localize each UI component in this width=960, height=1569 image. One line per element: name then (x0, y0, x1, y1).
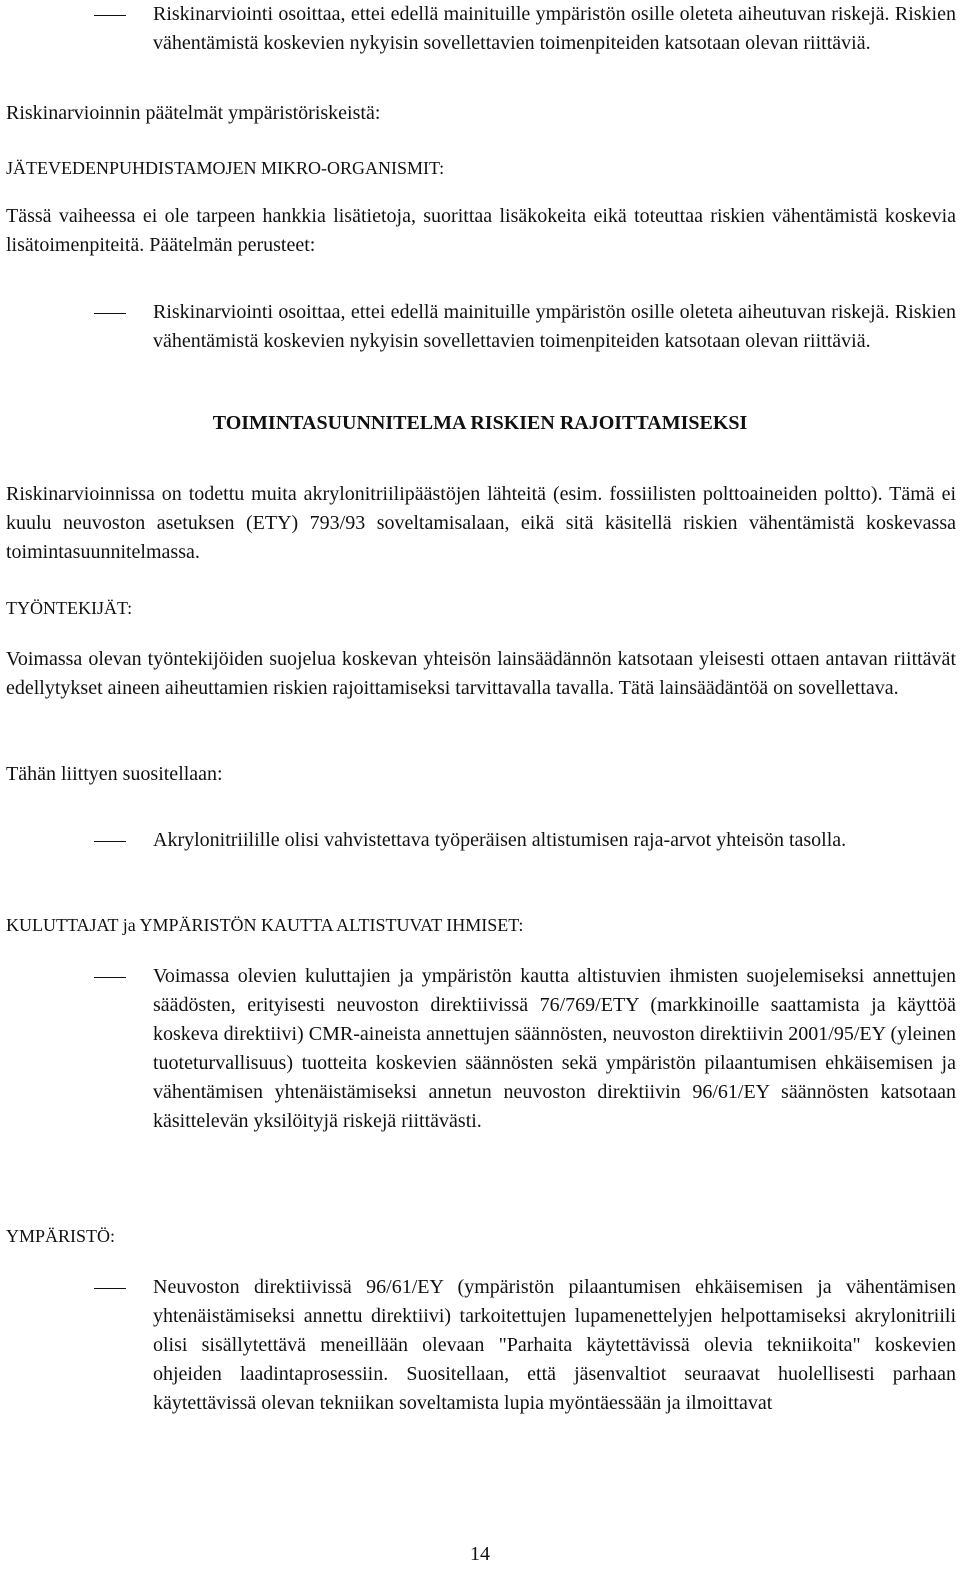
dash-bullet-icon (94, 977, 126, 978)
bullet-text: Neuvoston direktiivissä 96/61/EY (ympäristön pilaantumisen ehkäisemisen ja vähentämisen yhtenäistämiseksi annettu direktiivi) tarkoitettujen lupamenettelyjen helpottamiseksi akrylonitriili olisi sisällytettävä meneillään olevaan "Parhaita käytettävissä olevia tekniikoita" koskevien ohjeiden laadintaprosessiin. Suositellaan, että jäsenvaltiot seuraavat huolellisesti parhaan käytettävissä olevan tekniikan soveltamista lupia myöntäessään ja ilmoittavat (153, 1276, 956, 1414)
section-label-workers: TYÖNTEKIJÄT: (6, 598, 133, 618)
recommendation-intro: Tähän liittyen suositellaan: (6, 763, 223, 785)
dash-bullet-icon (94, 841, 126, 842)
workers-paragraph: Voimassa olevan työntekijöiden suojelua koskevan yhteisön lainsäädännön katsotaan yleisesti ottaen antavan riittävät edellytykset aineen aiheuttamien riskien rajoittamiseksi tarvittavalla tavalla. Tätä lainsäädäntöä on sovellettava. (6, 648, 956, 699)
section-label-environment: YMPÄRISTÖ: (6, 1226, 116, 1246)
bullet-text: Akrylonitriilille olisi vahvistettava työperäisen altistumisen raja-arvot yhteisön tasolla. (153, 829, 847, 851)
section-label-micro-organisms: JÄTEVEDENPUHDISTAMOJEN MIKRO-ORGANISMIT: (6, 158, 445, 178)
bullet-text: Riskinarviointi osoittaa, ettei edellä mainituille ympäristön osille oleteta aiheutuvan riskejä. Riskien vähentämistä koskevien nykyisin sovellettavien toimenpiteiden katsotaan olevan riittäviä. (153, 301, 956, 352)
bullet-text: Voimassa olevien kuluttajien ja ympäristön kautta altistuvien ihmisten suojelemiseksi annettujen säädösten, erityisesti neuvoston direktiivissä 76/769/ETY (markkinoille saattamista ja käyttöä koskeva direktiivi) CMR-aineista annettujen säännösten, neuvoston direktiivin 2001/95/EY (yleinen tuoteturvallisuus) tuotteita koskevien säännösten sekä ympäristön pilaantumisen ehkäisemisen ja vähentämisen yhtenäistämiseksi annetun neuvoston direktiivin 96/61/EY säännösten katsotaan käsittelevän yksilöityjä riskejä riittävästi. (153, 965, 956, 1132)
intro-paragraph: Riskinarvioinnissa on todettu muita akrylonitriilipäästöjen lähteitä (esim. fossiilisten polttoaineiden poltto). Tämä ei kuulu neuvoston asetuksen (ETY) 793/93 soveltamisalaan, eikä sitä käsitellä riskien vähentämistä koskevassa toimintasuunnitelmassa. (6, 483, 956, 563)
dash-bullet-icon (94, 1288, 126, 1289)
dash-bullet-icon (94, 313, 126, 314)
conclusions-intro: Riskinarvioinnin päätelmät ympäristöriskeistä: (6, 102, 381, 124)
dash-bullet-icon (94, 15, 126, 16)
page-number: 14 (470, 1543, 490, 1565)
bullet-text: Riskinarviointi osoittaa, ettei edellä mainituille ympäristön osille oleteta aiheutuvan riskejä. Riskien vähentämistä koskevien nykyisin sovellettavien toimenpiteiden katsotaan olevan riittäviä. (153, 3, 956, 54)
section-heading: TOIMINTASUUNNITELMA RISKIEN RAJOITTAMISEKSI (212, 412, 748, 434)
micro-organisms-paragraph: Tässä vaiheessa ei ole tarpeen hankkia lisätietoja, suorittaa lisäkokeita eikä toteuttaa riskien vähentämistä koskevia lisätoimenpiteitä. Päätelmän perusteet: (6, 205, 956, 256)
section-label-consumers: KULUTTAJAT ja YMPÄRISTÖN KAUTTA ALTISTUVAT IHMISET: (6, 915, 524, 935)
